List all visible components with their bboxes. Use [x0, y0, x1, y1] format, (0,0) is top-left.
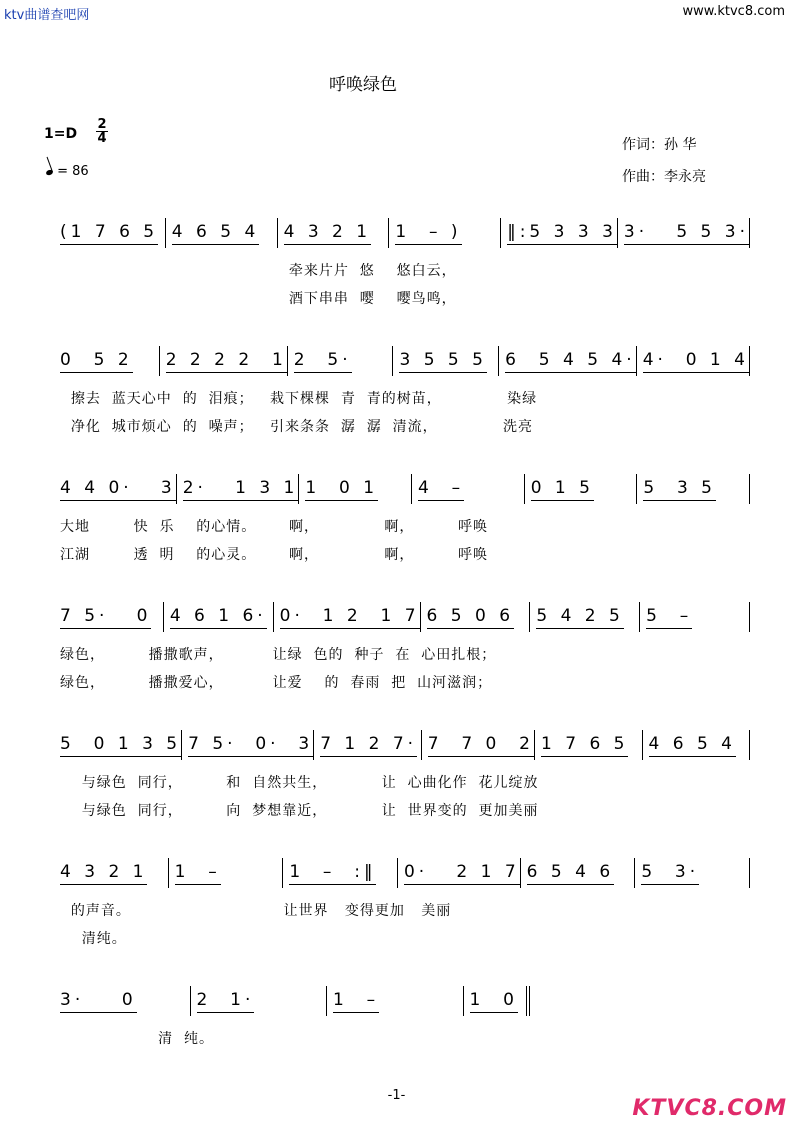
measure	[634, 858, 750, 888]
measure-notes: 2· 1 3 1	[183, 478, 299, 501]
measure-notes: 0 1 5	[531, 478, 594, 501]
measure	[60, 346, 159, 376]
measure-notes: 4 3 2 1	[60, 862, 147, 885]
measure-notes: 7 7 0 2	[428, 734, 534, 757]
measure-notes: 3· 0	[60, 990, 137, 1013]
measure	[282, 858, 397, 888]
measure	[181, 730, 313, 760]
lyric-line-2: 绿色， 播撒爱心， 让爱 的 春雨 把 山河滋润；	[60, 675, 493, 691]
measure-notes: 4 6 5 4	[649, 734, 736, 757]
measure-notes: 1 7 6 5	[541, 734, 628, 757]
measure	[524, 474, 637, 504]
time-top: 2	[97, 117, 107, 132]
song-title: 呼唤绿色	[329, 75, 397, 95]
key-signature: 1=D	[44, 126, 78, 142]
measure	[498, 346, 636, 376]
measure-notes: 4 3 2 1	[284, 222, 371, 245]
measure	[642, 730, 751, 760]
time-bottom: 4	[97, 131, 107, 146]
measure-notes: 1 – )	[395, 222, 461, 245]
measure-notes: 6 5 4 5 4·	[505, 350, 636, 373]
measure-notes: 1 0 1	[305, 478, 378, 501]
measure	[420, 602, 530, 632]
measure	[392, 346, 498, 376]
measure	[60, 730, 181, 760]
measure-notes: 6 5 0 6	[427, 606, 514, 629]
lyric-line-2: 酒下串串 嘤 嘤鸟鸣，	[60, 291, 457, 307]
site-url[interactable]: www.ktvc8.com	[682, 4, 785, 19]
site-name[interactable]: ktv曲谱查吧网	[4, 8, 90, 23]
measure-notes: 4 4 0· 3	[60, 478, 176, 501]
measure	[411, 474, 524, 504]
measure	[60, 474, 176, 504]
measure-notes: 3 5 5 5	[399, 350, 486, 373]
measure	[326, 986, 463, 1016]
measure-notes: 5 –	[646, 606, 692, 629]
measure-notes: 5 3·	[641, 862, 699, 885]
tempo-marking	[46, 164, 89, 179]
lyric-line-2: 江湖 透 明 的心灵。 啊， 啊， 呼唤	[60, 547, 489, 563]
measure	[165, 218, 277, 248]
measure-notes: 0· 1 2 1 7	[280, 606, 420, 629]
measure	[529, 602, 639, 632]
lyric-line-2: 清纯。	[60, 931, 127, 947]
measure	[397, 858, 520, 888]
measure	[421, 730, 534, 760]
measure	[176, 474, 299, 504]
measure	[388, 218, 500, 248]
measure	[534, 730, 642, 760]
lyric-line-1: 擦去 蓝天心中 的 泪痕； 栽下棵棵 青 青的树苗， 染绿	[60, 391, 538, 407]
measure-notes: ‖:5 3 3 3	[507, 222, 617, 245]
measure-notes: 7 5· 0· 3	[188, 734, 313, 757]
measure	[313, 730, 421, 760]
lyric-line-1: 与绿色 同行， 和 自然共生， 让 心曲化作 花儿绽放	[60, 775, 539, 791]
lyric-line-2: 与绿色 同行， 向 梦想靠近， 让 世界变的 更加美丽	[60, 803, 539, 819]
staff-line	[60, 474, 750, 504]
measure-notes: 5 3 5	[643, 478, 716, 501]
staff-line	[60, 730, 750, 760]
staff-line	[60, 218, 750, 248]
measure	[168, 858, 283, 888]
lyric-line-1: 牵来片片 悠 悠白云，	[60, 263, 457, 279]
measure	[190, 986, 327, 1016]
tempo-value: = 86	[57, 164, 89, 179]
quarter-note-icon	[45, 169, 53, 176]
lyricist: 作词：孙 华	[622, 137, 697, 153]
measure-notes: 5 0 1 3 5	[60, 734, 181, 757]
measure	[617, 218, 750, 248]
logo: KTVC8.COM	[632, 1096, 787, 1121]
measure-notes: 1 –	[175, 862, 221, 885]
measure-notes: 4 6 5 4	[172, 222, 259, 245]
measure-notes: 2 2 2 2 1	[166, 350, 287, 373]
page-number: -1-	[387, 1088, 406, 1103]
measure-notes: 3· 5 5 3·	[624, 222, 749, 245]
measure-notes: 7 1 2 7·	[320, 734, 417, 757]
lyric-line-1: 绿色， 播撒歌声， 让绿 色的 种子 在 心田扎根；	[60, 647, 497, 663]
measure-notes: 4 –	[418, 478, 464, 501]
measure	[463, 986, 530, 1016]
measure-notes: (1 7 6 5	[60, 222, 158, 245]
measure	[636, 346, 750, 376]
measure	[298, 474, 411, 504]
measure	[60, 218, 165, 248]
measure	[273, 602, 420, 632]
measure	[163, 602, 273, 632]
measure	[159, 346, 287, 376]
measure-notes: 2 5·	[294, 350, 352, 373]
lyric-line-1: 的声音。 让世界 变得更加 美丽	[60, 903, 452, 919]
composer: 作曲：李永亮	[622, 169, 706, 185]
measure-notes: 6 5 4 6	[527, 862, 614, 885]
lyric-line-2: 净化 城市烦心 的 噪声； 引来条条 潺 潺 清流， 洗亮	[60, 419, 534, 435]
measure	[500, 218, 617, 248]
measure-notes: 1 –	[333, 990, 379, 1013]
measure-notes: 4· 0 1 4	[643, 350, 749, 373]
lyric-line-1: 清 纯。	[60, 1031, 215, 1047]
staff-line	[60, 858, 750, 888]
staff-line	[60, 602, 750, 632]
measure-notes: 4 6 1 6·	[170, 606, 267, 629]
time-signature	[96, 118, 108, 145]
measure-notes: 1 0	[470, 990, 518, 1013]
measure-notes: 5 4 2 5	[536, 606, 623, 629]
staff-line	[60, 986, 530, 1016]
measure	[60, 986, 190, 1016]
measure	[277, 218, 389, 248]
staff-line	[60, 346, 750, 376]
measure-notes: 2 1·	[197, 990, 255, 1013]
lyric-line-1: 大地 快 乐 的心情。 啊， 啊， 呼唤	[60, 519, 489, 535]
measure	[287, 346, 393, 376]
measure	[639, 602, 750, 632]
measure	[636, 474, 750, 504]
measure-notes: 0 5 2	[60, 350, 133, 373]
measure-notes: 0· 2 1 7	[404, 862, 520, 885]
measure-notes: 1 – :‖	[289, 862, 376, 885]
measure	[60, 858, 168, 888]
measure	[60, 602, 163, 632]
measure	[520, 858, 635, 888]
measure-notes: 7 5· 0	[60, 606, 151, 629]
